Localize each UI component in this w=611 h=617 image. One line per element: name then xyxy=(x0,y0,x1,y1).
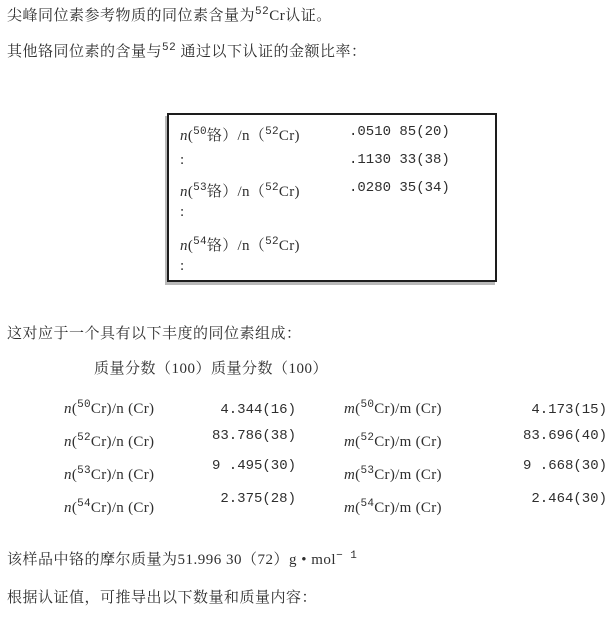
n-ratio-value: 2.375(28) xyxy=(220,491,296,507)
m-ratio-value: 4.173(15) xyxy=(531,402,607,418)
n-ratio-value: 83.786(38) xyxy=(211,428,296,444)
ratio-row xyxy=(169,180,495,204)
ratio-value: .0280 35(34) xyxy=(349,180,450,196)
n-ratio-label: n($^{53}$Cr)/n (Cr) xyxy=(64,465,155,483)
m-ratio-value: 2.464(30) xyxy=(531,491,607,507)
ratio-value: .1130 33(38) xyxy=(349,152,450,168)
m-ratio-label: m($^{52}$Cr)/m (Cr) xyxy=(344,432,442,450)
ratio-label: n($^{54}$铬）/n（$^{52}$Cr) xyxy=(180,236,300,254)
mass-fraction-header: 质量分数（100）质量分数（100） xyxy=(94,361,329,377)
n-ratio-value: 4.344(16) xyxy=(220,402,296,418)
ratio-row xyxy=(169,124,495,148)
ratio-label: : xyxy=(180,258,185,274)
molar-mass-paragraph: 该样品中铬的摩尔质量为51.996 30（72）g • mol$^{- 1}$ xyxy=(7,550,358,568)
n-ratio-label: n($^{50}$Cr)/n (Cr) xyxy=(64,399,155,417)
ratio-label: n($^{53}$铬）/n（$^{52}$Cr) xyxy=(180,182,300,200)
intro-paragraph: 尖峰同位素参考物质的同位素含量为$^{52}$Cr认证。 xyxy=(7,6,332,24)
n-ratio-value: 9 .495(30) xyxy=(211,458,296,474)
ratio-row xyxy=(169,204,495,228)
m-ratio-label: m($^{53}$Cr)/m (Cr) xyxy=(344,465,442,483)
ratio-row xyxy=(169,234,495,258)
derived-note-paragraph: 根据认证值，可推导出以下数量和质量内容： xyxy=(7,590,318,606)
certified-ratio-box xyxy=(167,113,497,282)
n-ratio-label: n($^{54}$Cr)/n (Cr) xyxy=(64,498,155,516)
ratio-label: : xyxy=(180,152,185,168)
n-ratio-label: n($^{52}$Cr)/n (Cr) xyxy=(64,432,155,450)
ratio-row xyxy=(169,152,495,176)
ratio-label: n($^{50}$铬）/n（$^{52}$Cr) xyxy=(180,126,300,144)
m-ratio-label: m($^{54}$Cr)/m (Cr) xyxy=(344,498,442,516)
composition-intro-paragraph: 这对应于一个具有以下丰度的同位素组成： xyxy=(7,326,302,342)
ratio-row xyxy=(169,258,495,282)
m-ratio-value: 83.696(40) xyxy=(522,428,607,444)
ratio-intro-paragraph: 其他铬同位素的含量与$^{52}$ 通过以下认证的金额比率： xyxy=(7,42,367,60)
ratio-label: : xyxy=(180,204,185,220)
m-ratio-value: 9 .668(30) xyxy=(522,458,607,474)
m-ratio-label: m($^{50}$Cr)/m (Cr) xyxy=(344,399,442,417)
ratio-value: .0510 85(20) xyxy=(349,124,450,140)
